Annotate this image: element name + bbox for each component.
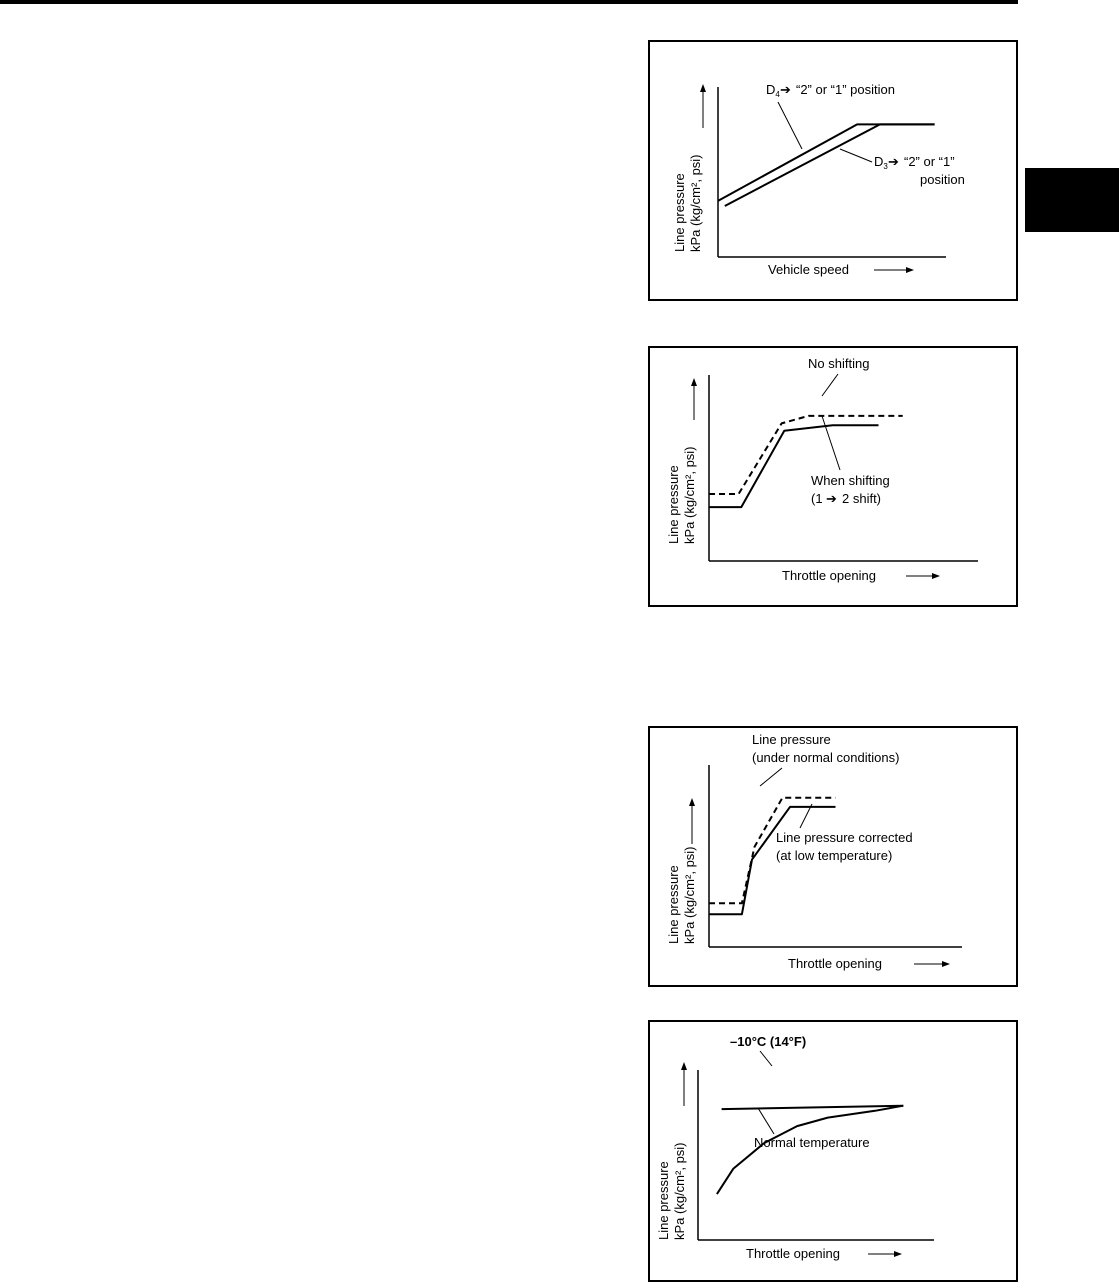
arrow-d4: ➔ — [780, 82, 791, 97]
annotation-low-temperature: (at low temperature) — [776, 848, 893, 863]
leader-when-shifting — [822, 416, 840, 470]
y-axis-arrowhead — [691, 378, 697, 386]
chart-2-svg — [650, 348, 1016, 605]
y-axis-label-1: Line pressure — [656, 1161, 671, 1240]
x-axis-label: Throttle opening — [788, 956, 882, 971]
arrow-d3: ➔ — [888, 154, 899, 169]
y-axis-label-1: Line pressure — [672, 173, 687, 252]
annotation-d4-text: “2” or “1” position — [796, 82, 895, 97]
y-axis-arrowhead — [681, 1062, 687, 1070]
x-axis-arrowhead — [942, 961, 950, 967]
leader-minus-10c — [760, 1051, 772, 1066]
header-rule — [0, 0, 1018, 4]
annotation-corrected: Line pressure corrected — [776, 830, 913, 845]
y-axis-label-1: Line pressure — [666, 865, 681, 944]
annotation-d3-line2: position — [920, 172, 965, 187]
x-axis-arrowhead — [932, 573, 940, 579]
chart-low-temperature-correction — [648, 726, 1018, 987]
chart-3-svg — [650, 728, 1016, 985]
x-axis-label: Throttle opening — [746, 1246, 840, 1261]
annotation-normal-conditions: (under normal conditions) — [752, 750, 900, 765]
y-axis-label-2: kPa (kg/cm², psi) — [682, 446, 697, 544]
leader-d4 — [778, 102, 802, 149]
y-axis-label-2: kPa (kg/cm², psi) — [688, 154, 703, 252]
annotation-shift-1: (1 — [811, 491, 823, 506]
annotation-shift-2: 2 shift) — [842, 491, 882, 506]
leader-normal — [760, 768, 782, 786]
annotation-d3-text: “2” or “1” — [904, 154, 955, 169]
leader-no-shifting — [822, 374, 838, 396]
x-axis-label: Throttle opening — [782, 568, 876, 583]
annotation-no-shifting: No shifting — [808, 356, 870, 371]
x-axis-label: Vehicle speed — [768, 262, 849, 277]
y-axis-label-2: kPa (kg/cm², psi) — [682, 846, 697, 944]
x-axis-arrowhead — [906, 267, 914, 273]
chart-vehicle-speed — [648, 40, 1018, 301]
section-tab-marker — [1025, 168, 1119, 232]
chart-shifting — [648, 346, 1018, 607]
y-axis-arrowhead — [689, 798, 695, 806]
leader-normal-temperature — [758, 1108, 774, 1134]
y-axis-arrowhead — [700, 84, 706, 92]
y-axis-label-1: Line pressure — [666, 465, 681, 544]
arrow-1-2: ➔ — [826, 491, 837, 506]
annotation-minus-10c: –10°C (14°F) — [730, 1034, 807, 1049]
annotation-normal-temperature: Normal temperature — [754, 1135, 870, 1150]
leader-d3 — [840, 149, 872, 162]
chart-1-svg — [650, 42, 1016, 299]
chart-temperature — [648, 1020, 1018, 1282]
series-line-1 — [722, 1106, 904, 1109]
chart-4-svg — [650, 1022, 1016, 1280]
annotation-when-shifting: When shifting — [811, 473, 890, 488]
annotation-line-pressure: Line pressure — [752, 732, 831, 747]
annotation-d3: $D_3$ — [874, 154, 888, 171]
annotation-d4: $D_4$ — [766, 82, 780, 99]
y-axis-label-2: kPa (kg/cm², psi) — [672, 1142, 687, 1240]
x-axis-arrowhead — [894, 1251, 902, 1257]
series-line-1 — [718, 124, 935, 200]
